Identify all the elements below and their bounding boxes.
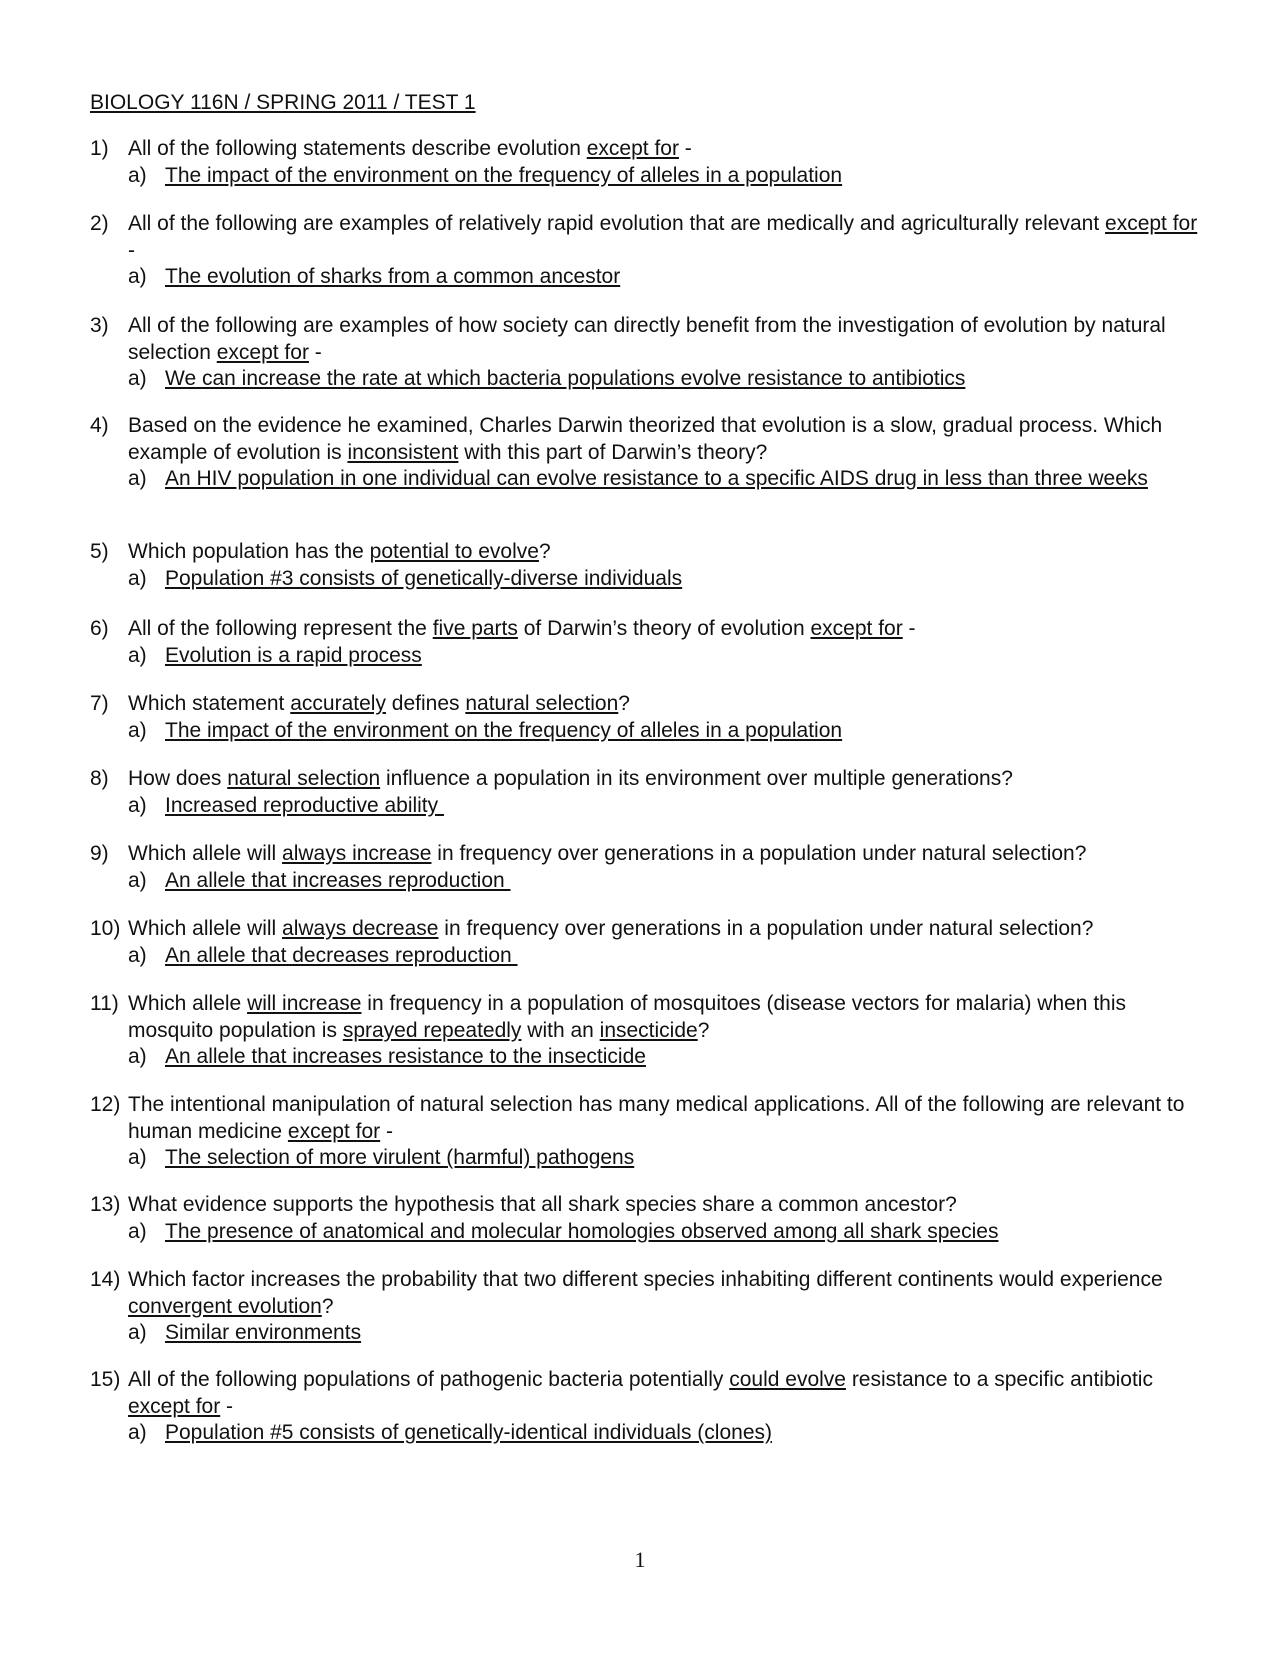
question-item — [90, 1367, 1200, 1447]
stem-text: defines — [385, 692, 466, 715]
stem-text: of Darwin’s theory of evolution — [517, 617, 811, 640]
emphasized-phrase: except for — [1105, 212, 1198, 235]
stem-text: - — [380, 1119, 393, 1143]
answer-text: The impact of the environment on the frequency of alleles in a population — [165, 163, 843, 187]
emphasized-phrase: always decrease — [282, 917, 439, 940]
question-line — [90, 991, 1200, 1044]
answer-option — [128, 1219, 1200, 1246]
answer-letter: a) — [128, 1045, 147, 1068]
answer-option — [128, 566, 1200, 593]
question-stem — [128, 991, 1200, 1044]
question-number: 12) — [90, 1093, 121, 1116]
question-stem — [128, 1192, 1200, 1219]
answer-option — [128, 868, 1200, 895]
answer-option — [128, 163, 1200, 190]
answer-letter: a) — [128, 1146, 147, 1169]
answer-option — [128, 366, 1200, 393]
answer-text: Population #3 consists of genetically-diverse individuals — [165, 566, 683, 590]
emphasized-phrase: except for — [128, 1394, 221, 1418]
question-line — [90, 841, 1200, 868]
emphasized-phrase: sprayed repeatedly — [342, 1018, 522, 1042]
question-stem — [128, 616, 1200, 643]
stem-text: - — [220, 1394, 234, 1418]
question-item — [90, 841, 1200, 894]
answer-text: We can increase the rate at which bacteria populations evolve resistance to antibiotics — [165, 367, 966, 390]
answer-letter: a) — [128, 467, 147, 490]
question-stem — [128, 766, 1200, 793]
stem-text: with this part of Darwin’s theory? — [458, 440, 768, 464]
answer-text: An allele that increases reproduction — [165, 868, 511, 892]
stem-text: All of the following populations of pathogenic bacteria potentially — [128, 1368, 730, 1391]
answer-letter: a) — [128, 367, 147, 390]
answer-letter: a) — [128, 943, 147, 967]
question-number: 2) — [90, 212, 109, 235]
question-number: 5) — [90, 540, 109, 563]
answer-text: The presence of anatomical and molecular homologies observed among all shark species — [165, 1219, 999, 1243]
stem-text: Which allele — [128, 992, 248, 1015]
question-item — [90, 211, 1200, 291]
question-number: 8) — [90, 767, 109, 790]
question-item — [90, 916, 1200, 969]
answer-option — [128, 1420, 1200, 1447]
stem-text: - — [678, 137, 692, 160]
answer-option — [128, 718, 1200, 745]
answer-text: Population #5 consists of genetically-identical individuals (clones) — [165, 1421, 773, 1444]
emphasized-phrase: except for — [810, 617, 903, 640]
answer-letter: a) — [128, 566, 147, 590]
stem-text: Which statement — [128, 692, 291, 715]
emphasized-phrase: except for — [216, 340, 309, 364]
stem-text: resistance to a specific antibiotic — [845, 1368, 1153, 1391]
question-item — [90, 136, 1200, 189]
stem-text: in frequency over generations in a population under natural selection? — [438, 917, 1094, 940]
stem-text: in frequency in a population of mosquitoes (disease vectors for malaria) when this mosquito population is — [128, 992, 1126, 1042]
question-line — [90, 313, 1200, 366]
answer-letter: a) — [128, 718, 147, 742]
question-stem — [128, 313, 1200, 366]
answer-text: The impact of the environment on the frequency of alleles in a population — [165, 718, 843, 742]
question-item — [90, 991, 1200, 1071]
question-stem — [128, 841, 1200, 868]
page-number: 1 — [634, 1547, 646, 1572]
emphasized-phrase: five parts — [432, 617, 518, 640]
question-item — [90, 1192, 1200, 1245]
emphasized-phrase: inconsistent — [347, 440, 459, 464]
answer-text: An allele that decreases reproduction — [165, 943, 518, 967]
answer-letter: a) — [128, 643, 147, 667]
question-line — [90, 136, 1200, 163]
question-number: 9) — [90, 842, 109, 865]
stem-text: in frequency over generations in a population under natural selection? — [431, 842, 1087, 865]
emphasized-phrase: convergent evolution — [128, 1294, 322, 1318]
answer-letter: a) — [128, 163, 147, 187]
question-number: 14) — [90, 1268, 121, 1291]
answer-option — [128, 264, 1200, 291]
answer-letter: a) — [128, 265, 147, 288]
stem-text: The intentional manipulation of natural selection has many medical applications. All of the following are relevant to human medicine — [128, 1093, 1185, 1143]
stem-text: Which factor increases the probability that two different species inhabiting different continents would experience — [128, 1268, 1163, 1291]
question-line — [90, 1192, 1200, 1219]
question-line — [90, 413, 1200, 466]
stem-text: Which population has the — [128, 540, 370, 563]
question-item — [90, 1267, 1200, 1347]
answer-letter: a) — [128, 868, 147, 892]
stem-text: - — [308, 340, 322, 364]
question-stem — [128, 691, 1200, 718]
page-title: BIOLOGY 116N / SPRING 2011 / TEST 1 — [90, 91, 476, 114]
stem-text: How does — [128, 767, 228, 790]
question-stem — [128, 1367, 1200, 1420]
question-number: 4) — [90, 414, 109, 437]
question-item — [90, 616, 1200, 669]
question-line — [90, 766, 1200, 793]
question-stem — [128, 136, 1200, 163]
answer-letter: a) — [128, 1321, 147, 1344]
answer-text: The evolution of sharks from a common ancestor — [165, 265, 621, 288]
question-item — [90, 413, 1200, 493]
stem-text: All of the following are examples of relatively rapid evolution that are medically and agriculturally relevant — [128, 212, 1106, 235]
answer-option — [128, 793, 1200, 820]
emphasized-phrase: insecticide — [599, 1018, 698, 1042]
question-number: 15) — [90, 1368, 121, 1391]
answer-option — [128, 643, 1200, 670]
question-number: 10) — [90, 917, 121, 940]
stem-text: influence a population in its environment over multiple generations? — [380, 767, 1013, 790]
question-line — [90, 211, 1200, 264]
emphasized-phrase: will increase — [247, 992, 362, 1015]
question-line — [90, 539, 1200, 566]
stem-text: What evidence supports the hypothesis that all shark species share a common ancestor? — [128, 1193, 957, 1216]
answer-letter: a) — [128, 793, 147, 817]
stem-text: - — [128, 238, 135, 262]
emphasized-phrase: always increase — [282, 842, 432, 865]
question-number: 6) — [90, 617, 109, 640]
answer-text: Increased reproductive ability — [165, 793, 444, 817]
emphasized-phrase: natural selection — [465, 692, 619, 715]
question-number: 11) — [90, 992, 119, 1015]
question-line — [90, 691, 1200, 718]
stem-text: ? — [618, 692, 630, 715]
answer-option — [128, 1320, 1200, 1347]
question-number: 13) — [90, 1193, 121, 1216]
stem-text: ? — [538, 540, 551, 563]
emphasized-phrase: accurately — [290, 692, 386, 715]
answer-text: Evolution is a rapid process — [165, 643, 422, 667]
answer-option — [128, 1044, 1200, 1071]
question-line — [90, 616, 1200, 643]
question-line — [90, 916, 1200, 943]
question-item — [90, 1092, 1200, 1172]
question-stem — [128, 413, 1200, 466]
stem-text: - — [902, 617, 916, 640]
answer-option — [128, 1145, 1200, 1172]
answer-text: An HIV population in one individual can evolve resistance to a specific AIDS drug in less than three weeks — [165, 467, 1148, 490]
answer-option — [128, 466, 1200, 493]
stem-text: Based on the evidence he examined, Charles Darwin theorized that evolution is a slow, gradual process. Which example of evolution is — [128, 414, 1163, 464]
question-item — [90, 766, 1200, 819]
question-item — [90, 539, 1200, 592]
question-number: 3) — [90, 314, 109, 337]
question-stem — [128, 916, 1200, 943]
stem-text: Which allele will — [128, 842, 283, 865]
question-item — [90, 313, 1200, 393]
stem-text: All of the following are examples of how society can directly benefit from the investigation of evolution by natural selection — [128, 314, 1166, 364]
stem-text: with an — [521, 1018, 600, 1042]
stem-text: All of the following statements describe evolution — [128, 137, 587, 160]
answer-text: The selection of more virulent (harmful) pathogens — [165, 1146, 635, 1169]
stem-text: ? — [321, 1294, 334, 1318]
question-number: 1) — [90, 137, 109, 160]
question-stem — [128, 539, 1200, 566]
emphasized-phrase: except for — [586, 137, 679, 160]
emphasized-phrase: except for — [287, 1119, 381, 1143]
emphasized-phrase: could evolve — [729, 1368, 846, 1391]
question-line — [90, 1092, 1200, 1145]
answer-text: An allele that increases resistance to the insecticide — [165, 1045, 646, 1068]
question-stem — [128, 1267, 1200, 1320]
question-line — [90, 1267, 1200, 1320]
stem-text: Which allele will — [128, 917, 283, 940]
answer-text: Similar environments — [165, 1321, 362, 1344]
stem-text: ? — [697, 1018, 710, 1042]
emphasized-phrase: potential to evolve — [369, 540, 539, 563]
answer-letter: a) — [128, 1219, 147, 1243]
stem-text: All of the following represent the — [128, 617, 433, 640]
question-stem — [128, 211, 1200, 264]
question-number: 7) — [90, 692, 109, 715]
answer-option — [128, 943, 1200, 970]
question-stem — [128, 1092, 1200, 1145]
question-item — [90, 691, 1200, 744]
question-line — [90, 1367, 1200, 1420]
answer-letter: a) — [128, 1421, 147, 1444]
emphasized-phrase: natural selection — [227, 767, 381, 790]
